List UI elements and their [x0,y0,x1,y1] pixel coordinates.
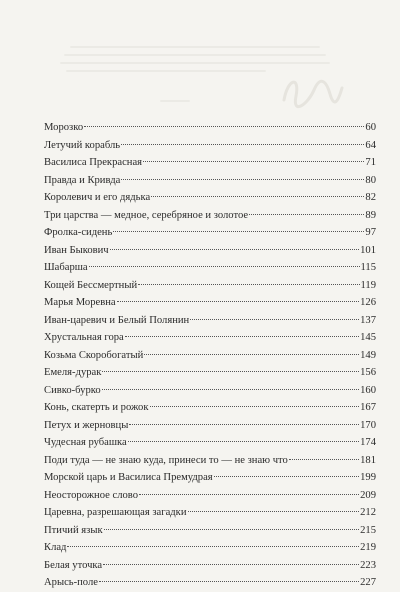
toc-entry-title: Арысь-поле [44,577,98,588]
dot-leader [143,161,364,162]
toc-entry [44,137,376,155]
toc-entry-title: Сивко-бурко [44,384,101,396]
dot-leader [102,389,359,390]
toc-entry-title: Петух и жерновцы [44,419,129,431]
toc-entry [44,329,376,347]
toc-entry [44,154,376,172]
dot-leader [249,214,364,215]
toc-entry-page-number: 181 [360,454,376,466]
dot-leader [214,476,359,477]
toc-entry-page-number: 60 [365,122,376,133]
toc-entry [44,347,376,365]
toc-entry-page-number: 137 [360,314,376,326]
toc-entry [44,522,376,540]
toc-entry-page-number: 101 [360,244,376,256]
dot-leader [144,354,359,355]
toc-entry [44,382,376,400]
toc-entry-title: Хрустальная гора [44,332,124,343]
toc-entry-page-number: 156 [360,367,376,378]
dot-leader [289,459,359,460]
toc-entry-page-number: 160 [360,384,376,396]
toc-entry-title: Иван-царевич и Белый Полянин [44,314,190,326]
toc-entry-title: Правда и Кривда [44,174,121,186]
dot-leader [89,266,360,267]
toc-entry-title: Морозко [44,122,84,133]
toc-entry-page-number: 227 [360,577,376,588]
dot-leader [129,424,359,425]
dot-leader [139,494,359,495]
dot-leader [125,336,359,337]
dot-leader [104,529,360,530]
toc-entry-page-number: 97 [365,227,376,238]
dot-leader [138,284,359,285]
toc-entry [44,399,376,417]
dot-leader [150,406,360,407]
toc-entry-page-number: 199 [360,472,376,483]
toc-entry-title: Шабарша [44,262,88,273]
toc-entry-page-number: 167 [360,402,376,413]
toc-entry-page-number: 170 [360,419,376,431]
dot-leader [84,126,364,127]
toc-entry-title: Три царства — медное, серебряное и золотое [44,209,249,221]
toc-entry [44,242,376,260]
toc-entry-title: Неосторожное слово [44,489,139,501]
toc-entry [44,119,376,137]
toc-entry-title: Летучий корабль [44,139,121,151]
toc-entry-page-number: 80 [365,174,376,186]
toc-entry-page-number: 149 [360,349,376,361]
toc-entry-title: Марья Моревна [44,297,116,308]
toc-entry [44,487,376,505]
dot-leader [113,231,364,232]
toc-entry-title: Королевич и его дядька [44,192,151,203]
toc-entry-page-number: 64 [365,139,376,151]
toc-entry-title: Морской царь и Василиса Премудрая [44,472,213,483]
dot-leader [102,371,359,372]
toc-entry-title: Чудесная рубашка [44,437,127,448]
dot-leader [103,564,359,565]
dot-leader [121,144,364,145]
toc-entry-page-number: 219 [360,542,376,553]
toc-entry-title: Василиса Прекрасная [44,157,143,168]
dot-leader [151,196,364,197]
dot-leader [99,581,359,582]
dot-leader [188,511,360,512]
toc-entry [44,259,376,277]
toc-entry [44,364,376,382]
toc-entry [44,172,376,190]
show-through-script-mark [278,70,346,110]
toc-entry-title: Белая уточка [44,559,103,571]
toc-entry [44,452,376,470]
toc-entry-title: Козьма Скоробогатый [44,349,144,361]
toc-entry-title: Иван Быкович [44,244,109,256]
dot-leader [128,441,359,442]
toc-entry-title: Поди туда — не знаю куда, принеси то — не знаю что [44,454,288,466]
dot-leader [67,546,359,547]
toc-entry [44,294,376,312]
toc-entry [44,312,376,330]
toc-entry-page-number: 115 [360,262,376,273]
toc-entry-title: Фролка-сидень [44,227,113,238]
toc-entry [44,417,376,435]
toc-entry-title: Царевна, разрешающая загадки [44,507,187,518]
toc-entry [44,224,376,242]
dot-leader [190,319,359,320]
toc-entry [44,539,376,557]
toc-entry-page-number: 82 [365,192,376,203]
dot-leader [121,179,364,180]
toc-entry-title: Конь, скатерть и рожок [44,402,149,413]
dot-leader [110,249,359,250]
toc-entry-page-number: 71 [365,157,376,168]
toc-entry-page-number: 209 [360,489,376,501]
table-of-contents [44,119,376,592]
toc-entry-page-number: 212 [360,507,376,518]
toc-entry [44,189,376,207]
toc-entry [44,277,376,295]
toc-entry-title: Емеля-дурак [44,367,102,378]
toc-entry-page-number: 126 [360,297,376,308]
dot-leader [117,301,360,302]
toc-entry-page-number: 223 [360,559,376,571]
toc-entry [44,557,376,575]
toc-entry [44,469,376,487]
toc-entry-title: Птичий язык [44,524,103,536]
toc-entry-page-number: 174 [360,437,376,448]
toc-entry-title: Кощей Бессмертный [44,279,138,291]
toc-entry-page-number: 119 [360,279,376,291]
toc-entry [44,434,376,452]
toc-entry [44,574,376,592]
toc-entry-title: Клад [44,542,67,553]
toc-entry [44,207,376,225]
toc-entry [44,504,376,522]
toc-entry-page-number: 89 [365,209,376,221]
toc-entry-page-number: 145 [360,332,376,343]
toc-entry-page-number: 215 [360,524,376,536]
